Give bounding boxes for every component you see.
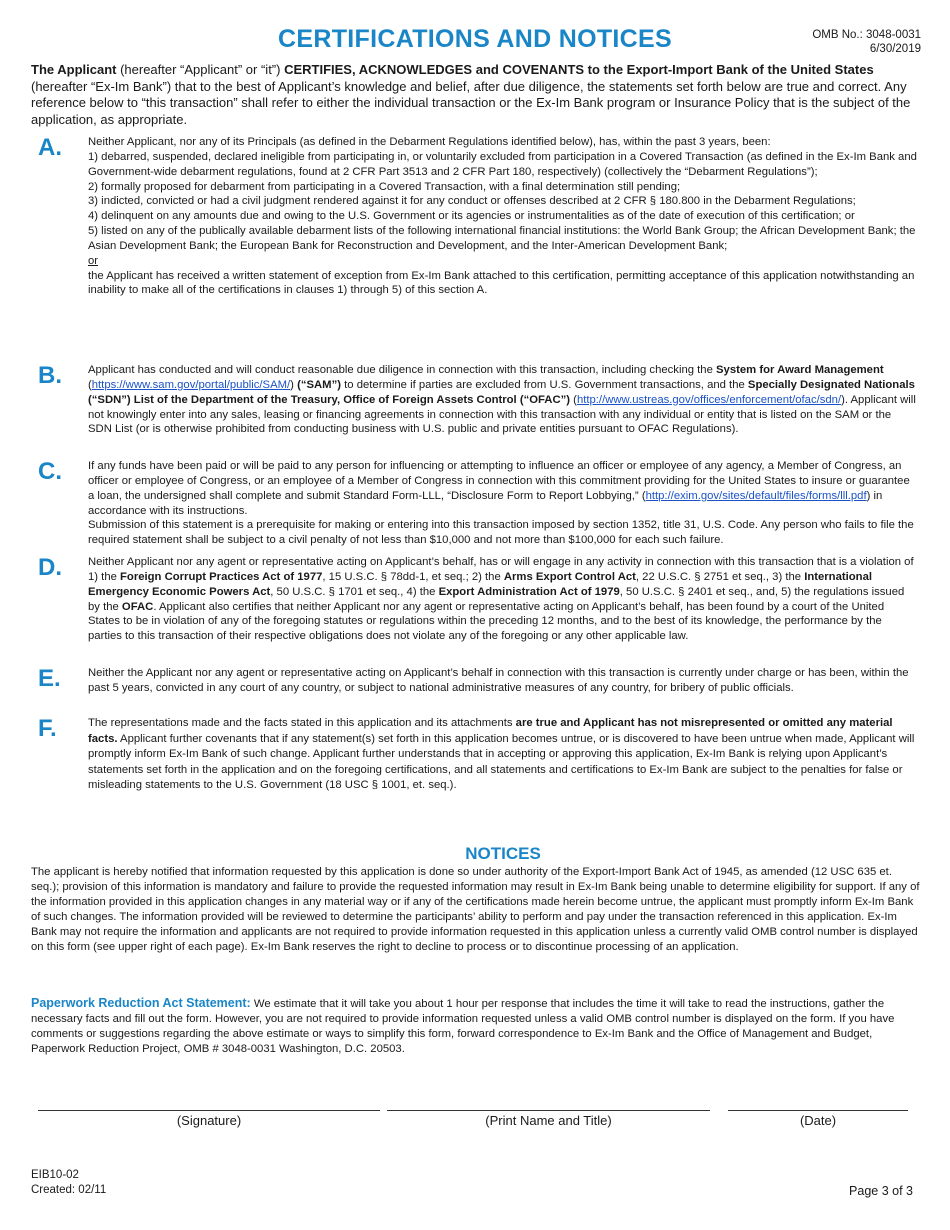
section-d <box>38 555 918 644</box>
section-d-body <box>88 555 918 644</box>
intro-text-1: (hereafter “Applicant” or “it”) <box>116 62 285 77</box>
paperwork-label: Paperwork Reduction Act Statement: <box>31 996 251 1010</box>
page-number: Page 3 of 3 <box>849 1184 913 1198</box>
text: , 15 U.S.C. § 78dd-1, et seq.; 2) the <box>322 570 504 583</box>
section-letter: C. <box>38 458 62 485</box>
text: , 22 U.S.C. § 2751 et seq., 3) the <box>635 570 805 583</box>
omb-expiration-date: 6/30/2019 <box>869 43 921 55</box>
text: Applicant further covenants that if any statement(s) set forth in this application becomes untrue, or is discovered to have been untrue when made, Applicant will promptly inform Ex-Im Bank of such change. Applicant further understands that in accepting or approving this application, Ex-Im Bank is relying upon Applicant’s statements set forth in the application and on the foregoing certifications, and all statements and certifications to Ex-Im Bank are subject to the penalties for false or misleading statements to the U.S. Government (18 USC § 1001, et. seq.). <box>88 732 915 791</box>
section-f <box>38 716 918 794</box>
text: ). Applicant will not knowingly enter into any sales, leasing or financing agreements in connection with this transaction with any individual or entity that is listed on the SAM or the SDN List (or is otherwise prohibited from conducting business with U.S. public and private entities pursuant to OFAC Regulations). <box>88 393 916 436</box>
section-a-item-2: 2) formally proposed for debarment from participating in a Covered Transaction, with a final determination still pending; <box>88 180 681 193</box>
text: If any funds have been paid or will be paid to any person for influencing or attempting to influence an officer or employee of any agency, a Member of Congress, an officer or employee of Congress, or an employee of a Member of Congress in connection with this commitment providing for the United States to insure or guarantee a loan, the undersigned shall complete and submit Standard Form-LLL, “Disclosure Form to Report Lobbying,” ( <box>88 460 910 502</box>
text: , 50 U.S.C. § 1701 et seq., 4) the <box>270 585 439 598</box>
paperwork-reduction-statement <box>31 996 921 1057</box>
omb-number: OMB No.: 3048-0031 <box>812 29 921 41</box>
text: , 50 U.S.C. § 2401 et seq., and, 5) the regulations issued by the <box>88 585 905 613</box>
section-e-body: Neither the Applicant nor any agent or representative acting on Applicant’s behalf in connection with this transaction is currently under charge or has been, within the past 5 years, convicted in any court of any country, or subject to national administrative measures of any country, for bribery of public officials. <box>88 667 909 694</box>
intro-certifies: CERTIFIES, ACKNOWLEDGES and COVENANTS to the Export-Import Bank of the United States <box>284 62 874 77</box>
text: ) in accordance with its instructions. <box>88 489 883 517</box>
text: Neither Applicant nor any agent or representative acting on Applicant’s behalf, has or will engage in any activity in connection with this transaction that is a violation of 1) the <box>88 556 914 583</box>
print-name-label: (Print Name and Title) <box>485 1113 612 1128</box>
print-name-line[interactable] <box>387 1110 710 1111</box>
footer-form-info <box>31 1168 106 1198</box>
text: Applicant has conducted and will conduct reasonable due diligence in connection with this transaction, including checking the <box>88 364 717 376</box>
section-a-item-3: 3) indicted, convicted or had a civil judgment rendered against it for any conduct or offenses described at 2 CFR § 180.800 in the Debarment Regulations; <box>88 195 856 208</box>
section-letter: D. <box>38 554 62 581</box>
signature-label: (Signature) <box>176 1113 242 1128</box>
date-line[interactable] <box>728 1110 908 1111</box>
section-b-body <box>88 363 918 437</box>
section-a-exception: the Applicant has received a written statement of exception from Ex-Im Bank attached to this certification, permitting acceptance of this application notwithstanding an inability to make all of the certifications in clauses 1) through 5) of this section A. <box>88 269 915 297</box>
section-b <box>38 363 918 437</box>
text: to determine if parties are excluded from U.S. Government transactions, and the <box>341 378 748 391</box>
paperwork-text: We estimate that it will take you about 1 hour per response that includes the time it will take to read the instructions, gather the necessary facts and fill out the form. However, you are not required to provide information requested unless a valid OMB control number is displayed on the form. If you have comments or suggestions regarding the above estimate or ways to simplify this form, forward correspondence to Ex-Im Bank and the Office of Management and Budget, Paperwork Reduction Project, OMB # 3048-0031 Washington, D.C. 20503. <box>31 998 895 1055</box>
created-date: Created: 02/11 <box>31 1184 107 1196</box>
text: ( <box>88 378 92 391</box>
sam-abbr: (“SAM”) <box>297 378 342 391</box>
section-letter: F. <box>38 715 57 742</box>
text: The representations made and the facts stated in this application and its attachments <box>88 717 516 729</box>
section-c <box>38 459 918 548</box>
section-a-item-5: 5) listed on any of the publically available debarment lists of the following international financial institutions: the World Bank Group; the African Development Bank; the Asian Development Bank; the European Bank for Reconstruction and Development, and the Inter-American Development Bank; <box>88 225 916 252</box>
text: ( <box>570 393 577 406</box>
section-f-body <box>88 716 918 794</box>
form-id: EIB10-02 <box>31 1169 79 1181</box>
section-c-body <box>88 459 918 548</box>
omb-info <box>812 28 921 56</box>
intro-paragraph <box>31 62 921 128</box>
section-a-intro: Neither Applicant, nor any of its Principals (as defined in the Debarment Regulations identified below), has, within the past 3 years, been: <box>88 136 771 148</box>
section-letter: E. <box>38 665 61 692</box>
sdn-name: Specially Designated Nationals (“SDN”) List of the Department of the Treasury, Office of Foreign Assets Control (“OFAC”) <box>88 378 915 406</box>
page-title: CERTIFICATIONS AND NOTICES <box>278 25 672 53</box>
section-a-item-1: 1) debarred, suspended, declared ineligible from participating in, or voluntarily excluded from participation in a Covered Transaction (as defined in the Ex-Im Bank and Government-wide debarment regulations, found at 2 CFR Part 3513 and 2 CFR Part 180, respectively) (collectively the “Debarment Regulations”); <box>88 150 917 178</box>
true-statement: are true and Applicant has not misrepresented or omitted any material facts. <box>88 717 893 745</box>
section-e <box>38 666 918 696</box>
sam-link[interactable]: https://www.sam.gov/portal/public/SAM/ <box>91 378 291 391</box>
section-letter: A. <box>38 134 62 161</box>
ieepa: International Emergency Economic Powers Act <box>88 570 872 598</box>
text: ) <box>290 378 298 391</box>
aeca: Arms Export Control Act <box>503 570 636 583</box>
section-a-or: or <box>88 254 99 267</box>
signature-line[interactable] <box>38 1110 380 1111</box>
ofac: OFAC <box>121 600 154 613</box>
text: . Applicant also certifies that neither Applicant nor any agent or representative acting on Applicant’s behalf, has been found by a court of the United States to be in violation of any of the foregoing statutes or regulations within the preceding 12 months, and to the best of its knowledge, the performance by the parties to this transaction of their respective obligations does not violate any of the foregoing or any other applicable law. <box>88 600 885 643</box>
section-letter: B. <box>38 362 62 389</box>
eaa: Export Administration Act of 1979 <box>438 585 620 598</box>
intro-applicant: The Applicant <box>31 62 117 77</box>
fcpa: Foreign Corrupt Practices Act of 1977 <box>120 570 323 583</box>
ofac-link[interactable]: http://www.ustreas.gov/offices/enforcement/ofac/sdn/ <box>576 393 842 406</box>
lll-form-link[interactable]: http://exim.gov/sites/default/files/forms/lll.pdf <box>645 489 867 502</box>
section-a-body <box>88 135 918 298</box>
date-label: (Date) <box>799 1113 837 1128</box>
section-a <box>38 135 918 298</box>
notices-heading: NOTICES <box>465 844 541 863</box>
section-a-item-4: 4) delinquent on any amounts due and owing to the U.S. Government or its agencies or instrumentalities as of the date of execution of this certification; or <box>88 210 855 223</box>
intro-text-2: (hereafter “Ex-Im Bank”) that to the best of Applicant’s knowledge and belief, after due diligence, the statements set forth below are true and correct. Any reference below to “this transaction” shall refer to either the individual transaction or the Ex-Im Bank program or Insurance Policy that is the subject of the application, as appropriate. <box>31 78 911 127</box>
section-c-penalty: Submission of this statement is a prerequisite for making or entering into this transaction imposed by section 1352, title 31, U.S. Code. Any person who fails to file the required statement shall be subject to a civil penalty of not less than $10,000 and not more than $100,000 for each such failure. <box>88 519 914 547</box>
notices-text: The applicant is hereby notified that information requested by this application is done so under authority of the Export-Import Bank Act of 1945, as amended (12 USC 635 et. seq.); provision of this information is mandatory and failure to provide the requested information may result in Ex-Im Bank being unable to determine eligibility for support. If any of the information provided in this application changes in any material way or if any of the certifications made herein become untrue, the applicant must promptly inform Ex-Im Bank of such changes. The information provided will be reviewed to determine the participants’ ability to perform and pay under the transaction referenced in this application. Ex-Im Bank may not require the information and applicants are not required to provide information requested in this application unless a currently valid OMB control number is displayed on this form (see upper right of each page). Ex-Im Bank reserves the right to decline to process or to discontinue processing of an application. <box>31 866 920 953</box>
sam-name: System for Award Management <box>716 364 884 376</box>
